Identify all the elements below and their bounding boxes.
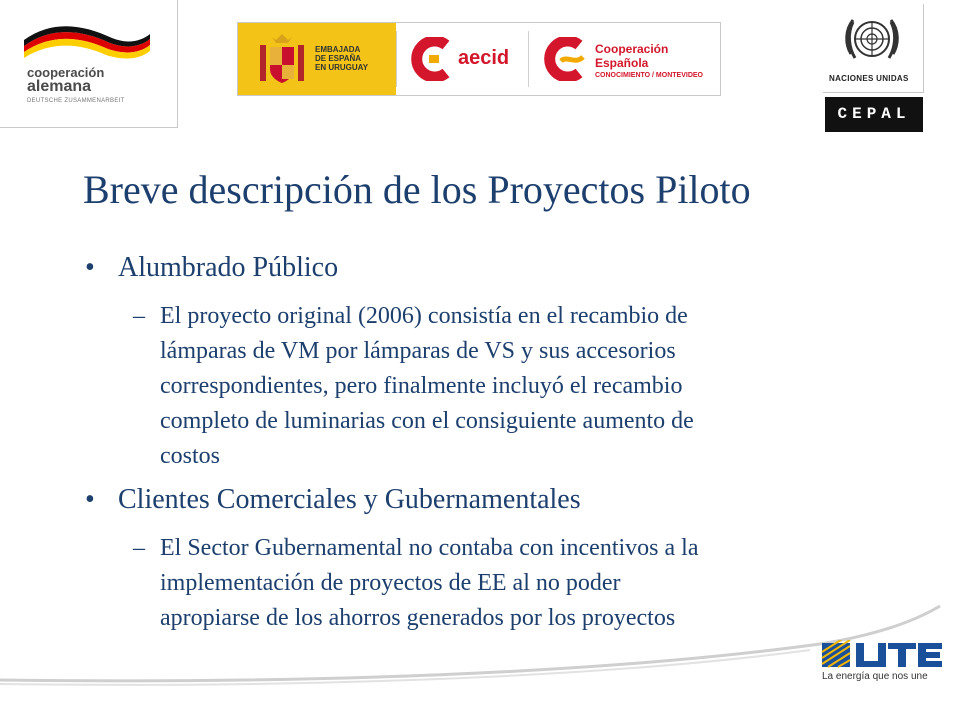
embajada-line1: EMBAJADA	[315, 45, 361, 54]
sub-bullet-alumbrado	[133, 299, 900, 474]
logo-text-deutsche-zusammenarbeit: DEUTSCHE ZUSAMMENARBEIT	[27, 98, 125, 104]
german-flag-wave-icon	[22, 22, 152, 64]
cooperacion-espanola-c-icon	[541, 37, 587, 81]
embajada-line3: EN URUGUAY	[315, 63, 369, 72]
spain-cooperation-logos	[237, 22, 721, 96]
sub-bullet-line: apropiarse de los ahorros generados por los proyectos	[160, 605, 676, 631]
sub-bullet-marker: –	[133, 535, 145, 561]
slide-title: Breve descripción de los Proyectos Piloto	[83, 167, 751, 212]
sub-bullet-marker: –	[133, 303, 145, 329]
logo-text-cooperacion: cooperación	[27, 65, 105, 80]
logo-divider	[528, 31, 529, 87]
naciones-unidas-text: NACIONES UNIDAS	[829, 74, 909, 83]
embajada-logo	[238, 23, 396, 95]
sub-bullet-line: completo de luminarias con el consiguiente aumento de	[160, 408, 694, 434]
logo-divider	[396, 31, 397, 87]
bullet-alumbrado-publico	[85, 252, 339, 284]
embajada-line2: DE ESPAÑA	[315, 54, 362, 63]
logo-text-alemana: alemana	[27, 78, 92, 95]
cooperacion-espanola-line2: Española	[595, 56, 649, 70]
cooperacion-espanola-line3: CONOCIMIENTO / MONTEVIDEO	[595, 72, 703, 79]
ute-tagline: La energía que nos une	[822, 671, 928, 682]
un-emblem-icon	[841, 8, 903, 70]
footer-swoosh	[0, 598, 960, 690]
bullet-text: Clientes Comerciales y Gubernamentales	[118, 484, 581, 515]
aecid-wordmark: aecid	[458, 47, 510, 69]
bullet-clientes-comerciales	[85, 484, 581, 516]
sub-bullet-line: lámparas de VM por lámparas de VS y sus accesorios	[160, 338, 676, 364]
naciones-unidas-logo	[823, 4, 924, 93]
bullet-text: Alumbrado Público	[118, 252, 339, 283]
cepal-text: CEPAL	[837, 105, 911, 123]
ute-wordmark-icon	[820, 640, 944, 670]
bullet-marker: •	[85, 484, 95, 515]
cepal-logo	[825, 97, 923, 132]
ute-logo	[820, 640, 945, 685]
spain-coat-of-arms-icon	[256, 31, 308, 89]
bullet-marker: •	[85, 252, 95, 283]
aecid-c-icon	[410, 37, 452, 81]
sub-bullet-line: implementación de proyectos de EE al no poder	[160, 570, 621, 596]
sub-bullet-line: El proyecto original (2006) consistía en el recambio de	[160, 303, 688, 329]
sub-bullet-line: costos	[160, 443, 220, 469]
cooperacion-alemana-logo	[0, 0, 178, 128]
sub-bullet-line: correspondientes, pero finalmente incluyó el recambio	[160, 373, 683, 399]
cooperacion-espanola-line1: Cooperación	[595, 42, 669, 56]
embajada-text	[315, 45, 393, 72]
sub-bullet-line: El Sector Gubernamental no contaba con incentivos a la	[160, 535, 699, 561]
